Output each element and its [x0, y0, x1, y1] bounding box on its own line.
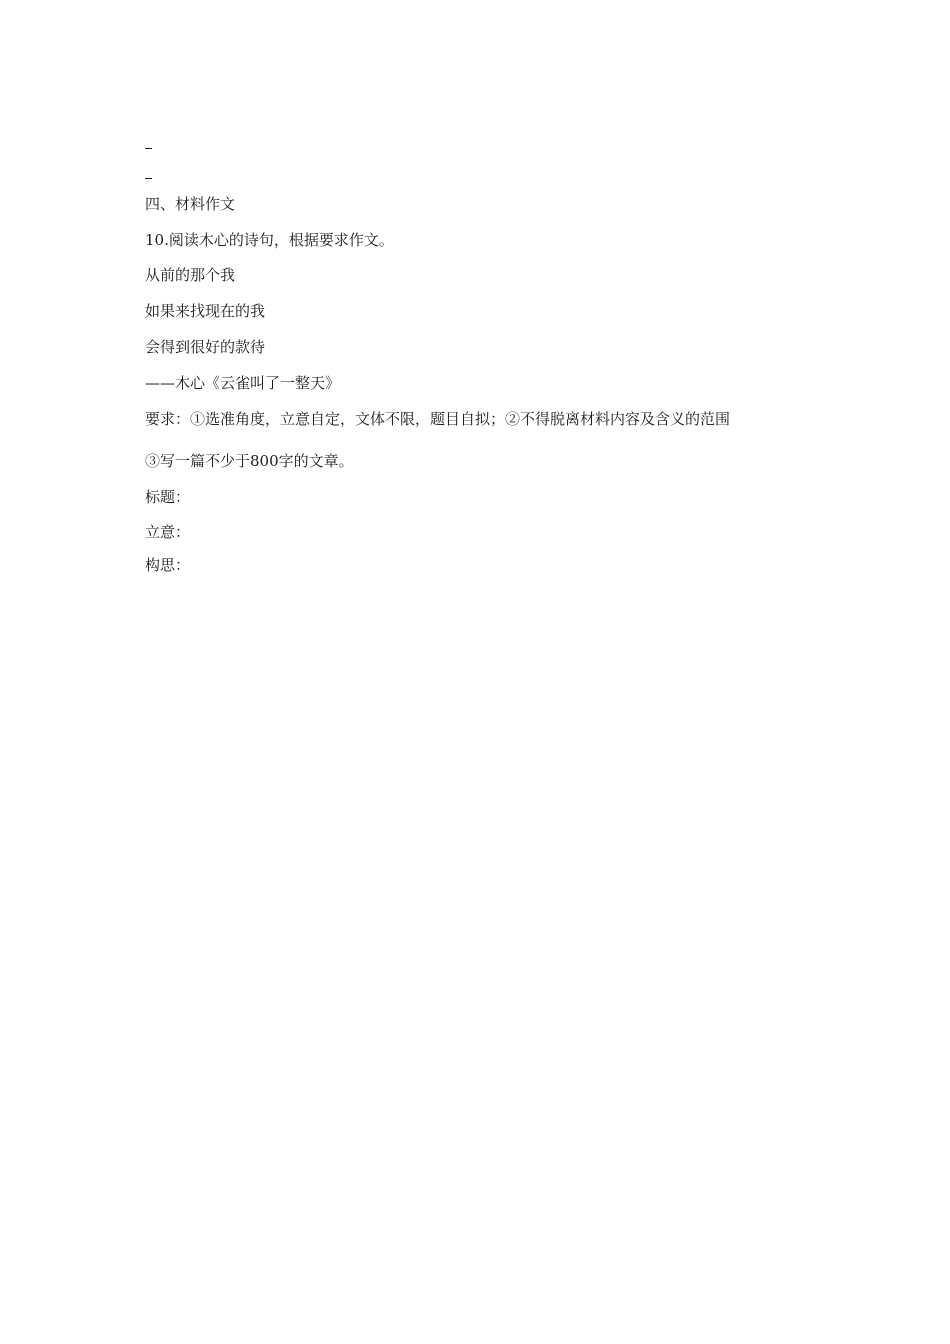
section-heading: 四、材料作文	[145, 195, 236, 213]
poem-line: 从前的那个我	[145, 266, 236, 284]
plan-label: 构思：	[145, 556, 191, 574]
title-label: 标题：	[145, 488, 191, 506]
poem-line: 会得到很好的款待	[145, 338, 266, 356]
idea-label: 立意：	[145, 523, 191, 541]
requirements-text: 要求：①选准角度，立意自定，文体不限，题目自拟；②不得脱离材料内容及含义的范围	[145, 410, 731, 428]
poem-attribution: ——木心《云雀叫了一整天》	[145, 374, 341, 392]
poem-line: 如果来找现在的我	[145, 302, 266, 320]
question-prompt: 10.阅读木心的诗句，根据要求作文。	[145, 231, 394, 249]
blank-underline	[145, 178, 152, 179]
requirements-text-continued: ③写一篇不少于800字的文章。	[145, 452, 354, 470]
blank-underline	[145, 148, 152, 149]
